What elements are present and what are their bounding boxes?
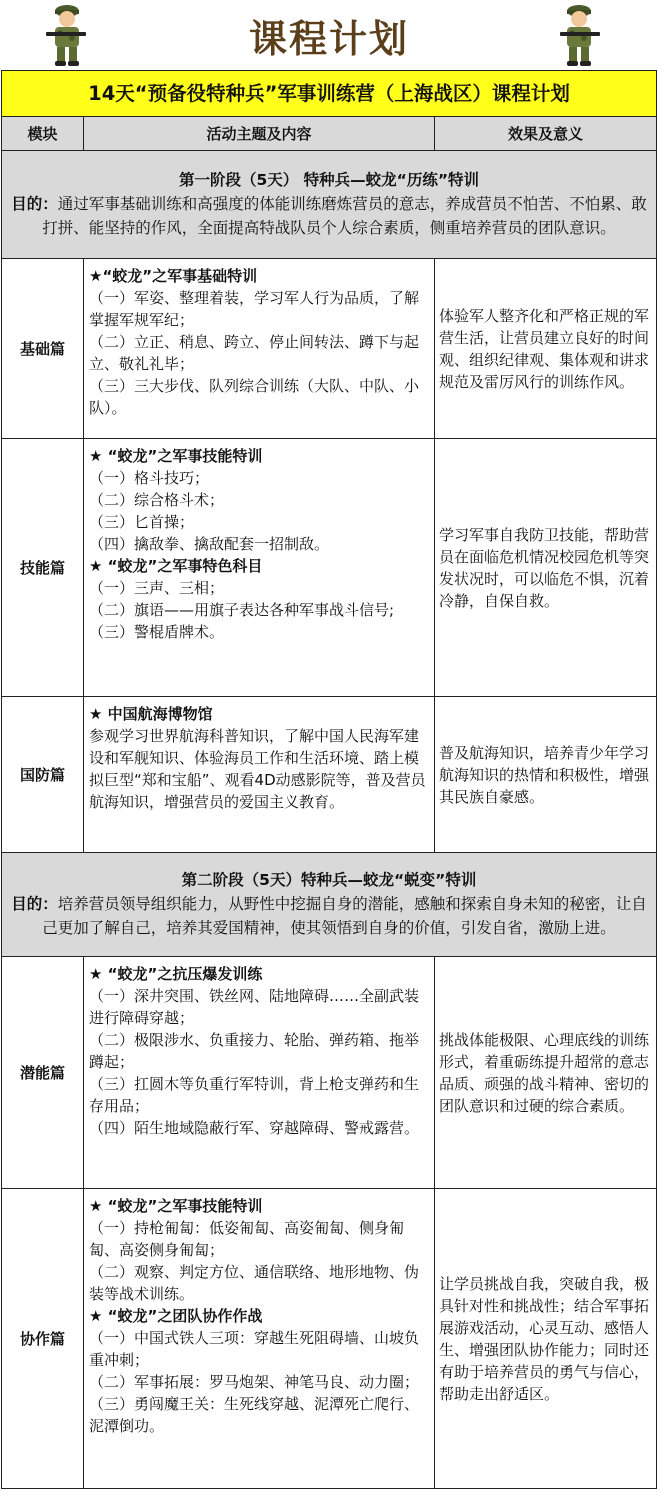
module-cell: 协作篇 bbox=[2, 1189, 84, 1489]
column-header-row bbox=[2, 117, 657, 151]
table-row bbox=[2, 697, 657, 853]
activity-line: （一）格斗技巧； bbox=[89, 469, 210, 487]
phase-2-row bbox=[2, 853, 657, 957]
table-banner-row bbox=[2, 71, 657, 117]
table-row bbox=[2, 1189, 657, 1489]
effect-cell: 普及航海知识，培养青少年学习航海知识的热情和积极性，增强其民族自豪感。 bbox=[435, 697, 657, 853]
activity-line: （一）持枪匍匐：低姿匍匐、高姿匍匐、侧身匍匐、高姿侧身匍匐； bbox=[89, 1219, 405, 1259]
section-heading: ★ “蛟龙”之军事技能特训 bbox=[89, 447, 263, 465]
section-heading: ★ “蛟龙”之军事技能特训 bbox=[89, 1197, 263, 1215]
section-heading: ★ “蛟龙”之军事特色科目 bbox=[89, 557, 263, 575]
effect-cell: 体验军人整齐化和严格正规的军营生活，让营员建立良好的时间观、组织纪律观、集体观和讲求规范及雷厉风行的训练作风。 bbox=[435, 259, 657, 439]
column-header-effect: 效果及意义 bbox=[435, 117, 657, 151]
activity-line: （三）警棍盾牌术。 bbox=[89, 623, 225, 641]
activity-line: （二）军事拓展：罗马炮架、神笔马良、动力圈； bbox=[89, 1373, 420, 1391]
activity-line: （一）军姿、整理着装，学习军人行为品质，了解掌握军规军纪； bbox=[89, 289, 420, 329]
activity-line: （一）三声、三相； bbox=[89, 579, 225, 597]
phase-1-desc bbox=[8, 192, 650, 240]
activity-line: （四）陌生地域隐蔽行军、穿越障碍、警戒露营。 bbox=[89, 1119, 420, 1137]
activity-cell bbox=[84, 697, 435, 853]
page-title: 课程计划 bbox=[248, 17, 409, 61]
activity-line: （四）擒敌拳、擒敌配套一招制敌。 bbox=[89, 535, 330, 553]
effect-cell: 学习军事自我防卫技能，帮助营员在面临危机情况校园危机等突发状况时，可以临危不惧，沉着冷静，自保自救。 bbox=[435, 439, 657, 697]
activity-line: （一）深井突围、铁丝网、陆地障碍……全副武装进行障碍穿越； bbox=[89, 987, 420, 1027]
table-row bbox=[2, 957, 657, 1189]
section-heading: ★“蛟龙”之军事基础特训 bbox=[89, 267, 258, 285]
activity-line: （二）旗语——用旗子表达各种军事战斗信号; bbox=[89, 601, 395, 619]
activity-cell bbox=[84, 1189, 435, 1489]
course-plan-table bbox=[1, 70, 657, 1489]
module-cell: 技能篇 bbox=[2, 439, 84, 697]
section-heading: ★ “蛟龙”之团队协作作战 bbox=[89, 1307, 263, 1325]
phase-1-row bbox=[2, 151, 657, 259]
activity-line: （三）勇闯魔王关：生死线穿越、泥潭死亡爬行、泥潭倒功。 bbox=[89, 1395, 420, 1435]
activity-line: （二）立正、稍息、跨立、停止间转法、蹲下与起立、敬礼礼毕； bbox=[89, 333, 420, 373]
column-header-activity: 活动主题及内容 bbox=[84, 117, 435, 151]
activity-line: 参观学习世界航海科普知识，了解中国人民海军建设和军舰知识、体验海员工作和生活环境、踏上模拟巨型“郑和宝船”、观看4D动感影院等，普及营员航海知识，增强营员的爱国主义教育。 bbox=[89, 727, 426, 811]
phase-1-text: 通过军事基础训练和高强度的体能训练磨炼营员的意志，养成营员不怕苦、不怕累、敢打拼、能坚持的作风，全面提高特战队员个人综合素质，侧重培养营员的团队意识。 bbox=[42, 195, 647, 237]
phase-1-cell bbox=[2, 151, 657, 259]
page-header bbox=[0, 0, 658, 70]
phase-2-desc bbox=[8, 892, 650, 940]
table-row bbox=[2, 259, 657, 439]
activity-line: （二）极限涉水、负重接力、轮胎、弹药箱、拖举蹲起； bbox=[89, 1031, 420, 1071]
activity-cell bbox=[84, 957, 435, 1189]
effect-cell: 挑战体能极限、心理底线的训练形式，着重砺练提升超常的意志品质、顽强的战斗精神、密切的团队意识和过硬的综合素质。 bbox=[435, 957, 657, 1189]
activity-line: （三）扛圆木等负重行军特训，背上枪支弹药和生存用品； bbox=[89, 1075, 420, 1115]
activity-cell bbox=[84, 259, 435, 439]
section-heading: ★ “蛟龙”之抗压爆发训练 bbox=[89, 965, 263, 983]
activity-line: （二）综合格斗术； bbox=[89, 491, 225, 509]
table-banner: 14天“预备役特种兵”军事训练营（上海战区）课程计划 bbox=[2, 71, 657, 117]
module-cell: 国防篇 bbox=[2, 697, 84, 853]
phase-2-label: 目的： bbox=[11, 895, 58, 913]
activity-line: （一）中国式铁人三项：穿越生死阻碍墙、山坡负重冲刺； bbox=[89, 1329, 420, 1369]
column-header-module: 模块 bbox=[2, 117, 84, 151]
activity-cell bbox=[84, 439, 435, 697]
activity-line: （三）匕首操； bbox=[89, 513, 195, 531]
phase-2-title: 第二阶段（5天）特种兵—蛟龙“蜕变”特训 bbox=[181, 871, 477, 889]
soldier-icon bbox=[550, 2, 608, 68]
phase-1-title: 第一阶段（5天） 特种兵—蛟龙“历练”特训 bbox=[178, 171, 480, 189]
phase-2-text: 培养营员领导组织能力，从野性中挖掘自身的潜能，感触和探索自身未知的秘密，让自己更加了解自己，培养其爱国精神，使其领悟到自身的价值，引发自省，激励上进。 bbox=[42, 895, 647, 937]
module-cell: 潜能篇 bbox=[2, 957, 84, 1189]
effect-cell: 让学员挑战自我，突破自我，极具针对性和挑战性；结合军事拓展游戏活动，心灵互动、感悟人生、增强团队协作能力；同时还有助于培养营员的勇气与信心，帮助走出舒适区。 bbox=[435, 1189, 657, 1489]
activity-line: （二）观察、判定方位、通信联络、地形地物、伪装等战术训练。 bbox=[89, 1263, 420, 1303]
phase-2-cell bbox=[2, 853, 657, 957]
activity-line: （三）三大步伐、队列综合训练（大队、中队、小队）。 bbox=[89, 377, 420, 417]
phase-1-label: 目的： bbox=[11, 195, 58, 213]
section-heading: ★ 中国航海博物馆 bbox=[89, 705, 213, 723]
module-cell: 基础篇 bbox=[2, 259, 84, 439]
table-row bbox=[2, 439, 657, 697]
